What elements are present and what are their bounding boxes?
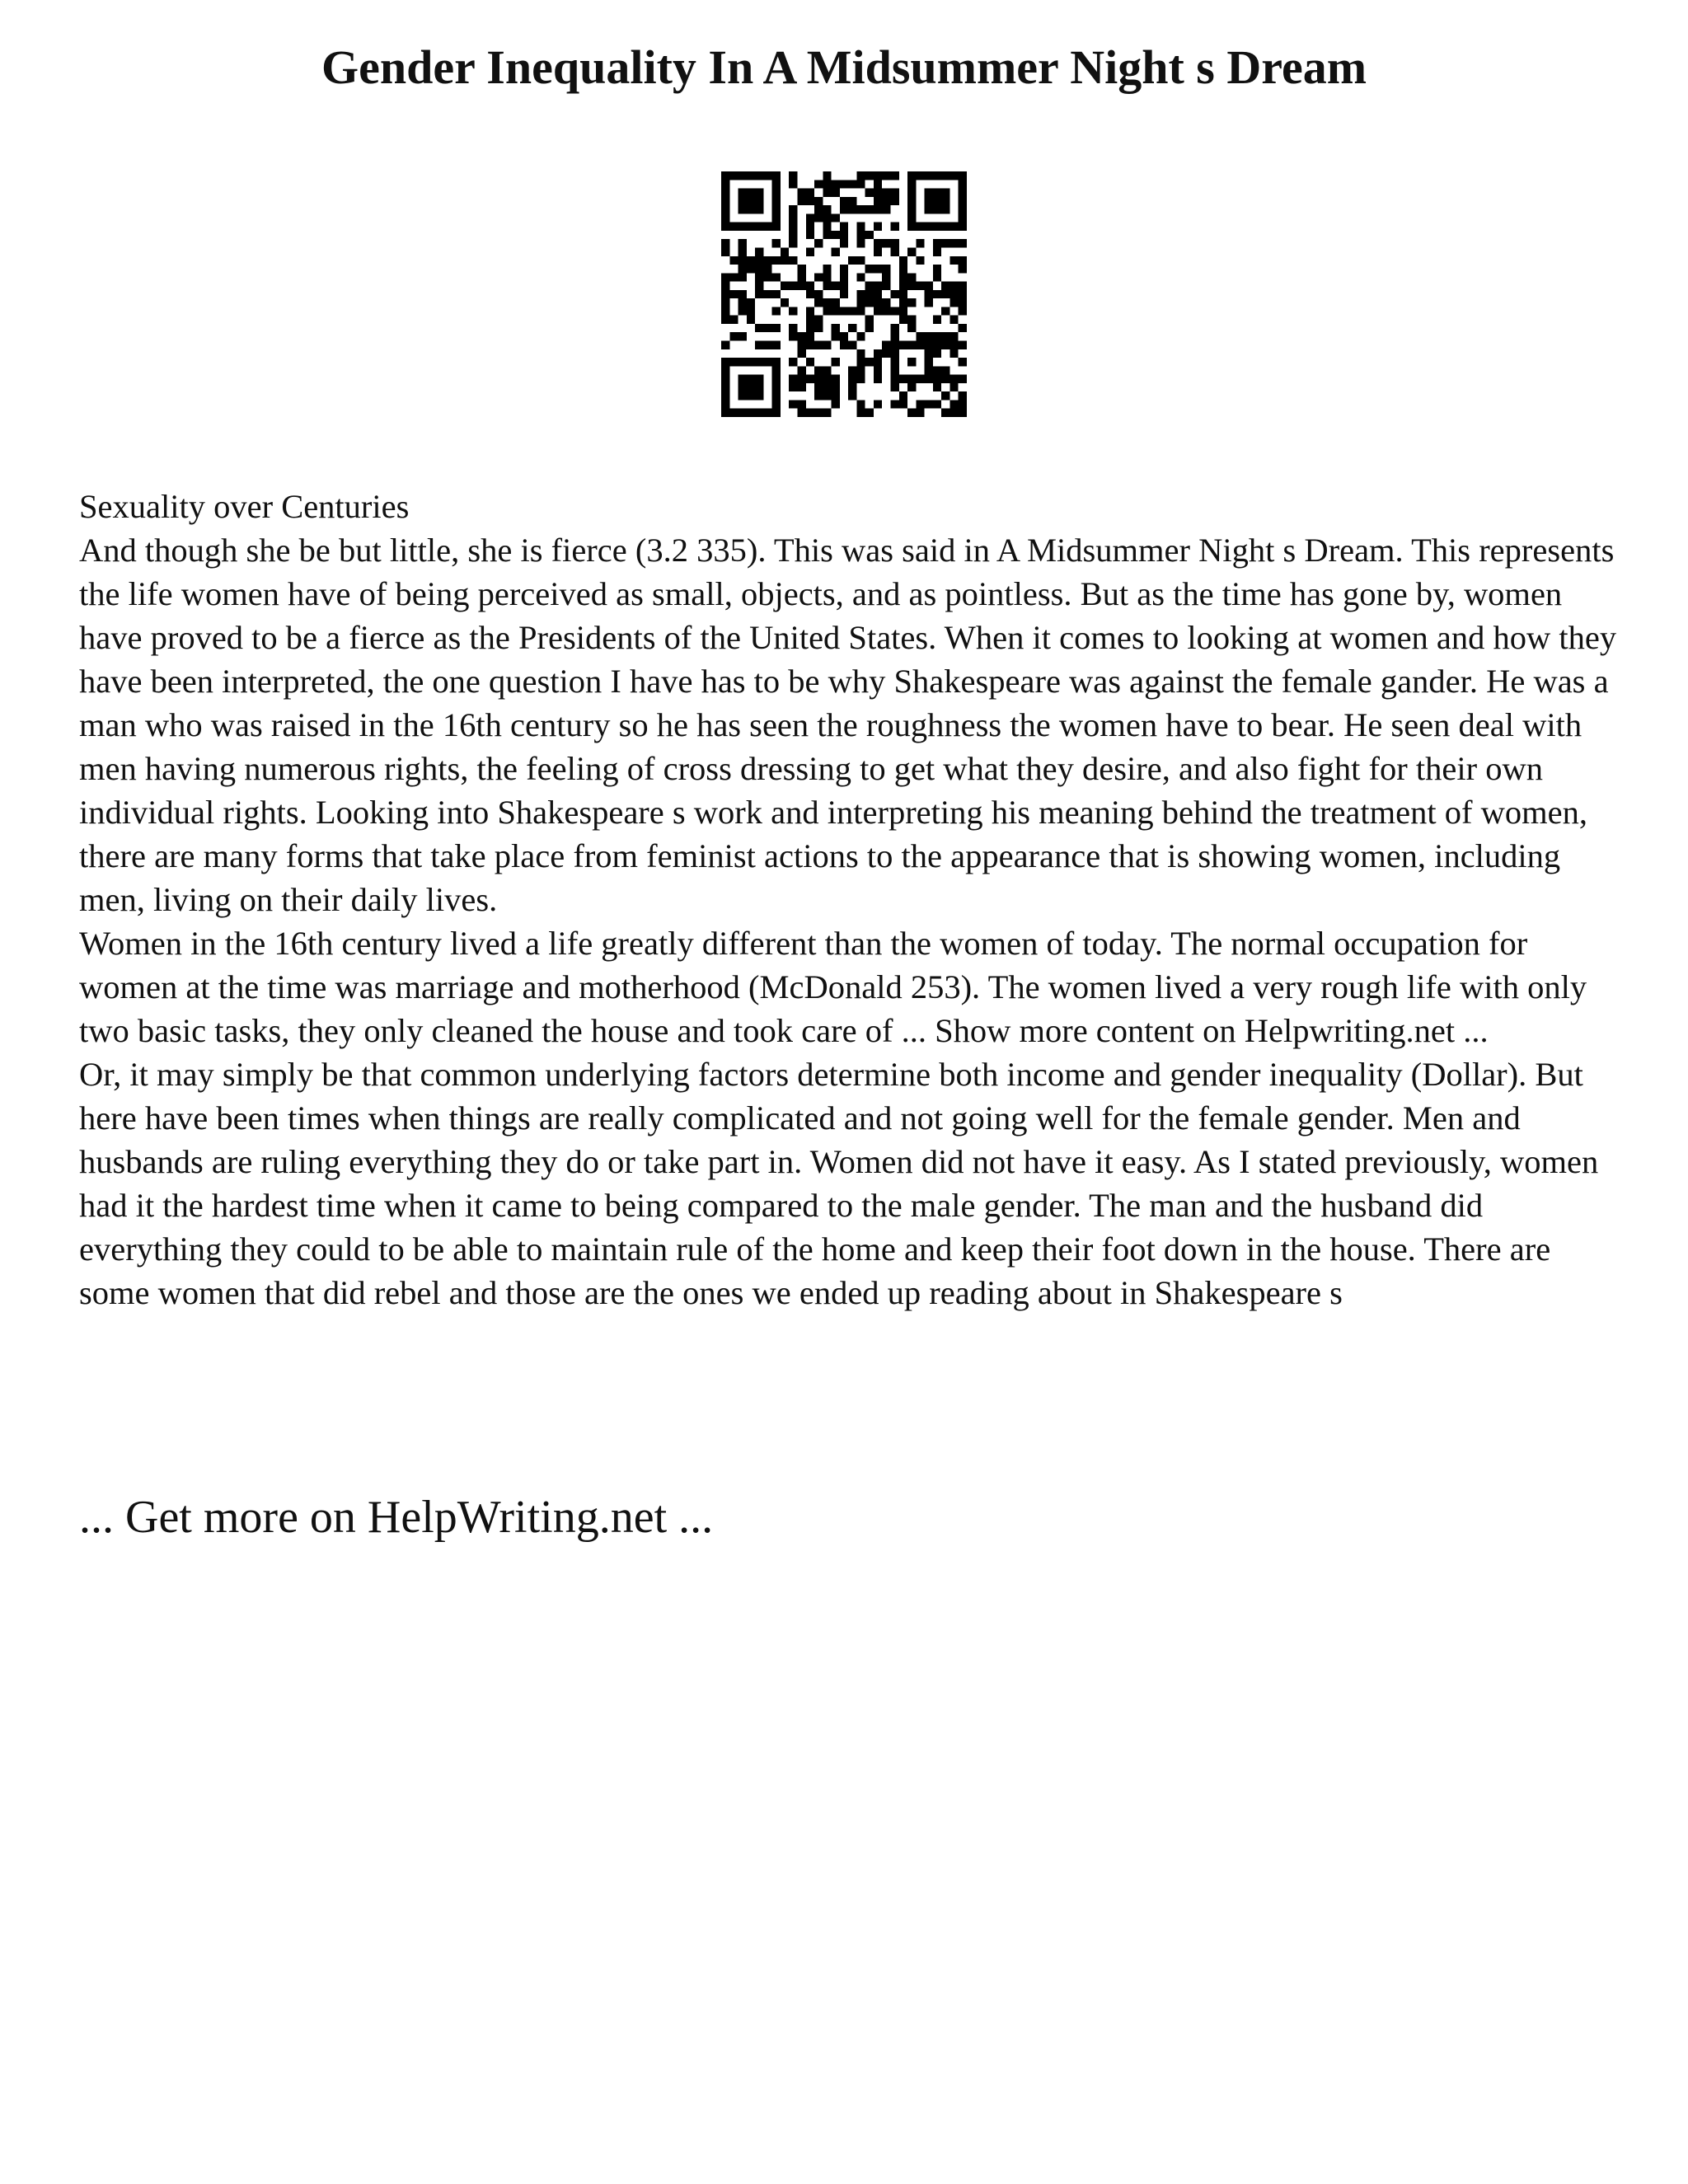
paragraph: And though she be but little, she is fierce (3.2 335). This was said in A Midsummer Night s Dream. This represents the life women have of being perceived as small, objects, and as pointless. But as the time has gone by, women have proved to be a fierce as the Presidents of the United States. When it comes to looking at women and how they have been interpreted, the one question I have has to be why Shakespeare was against the female gander. He was a man who was raised in the 16th century so he has seen the roughness the women have to bear. He seen deal with men having numerous rights, the feeling of cross dressing to get what they desire, and also fight for their own individual rights. Looking into Shakespeare s work and interpreting his meaning behind the treatment of women, there are many forms that take place from feminist actions to the appearance that is showing women, including men, living on their daily lives. (79, 532, 1617, 918)
paragraph: Women in the 16th century lived a life greatly different than the women of today. The normal occupation for women at the time was marriage and motherhood (McDonald 253). The women lived a very rough life with only two basic tasks, they only cleaned the house and took care of ... Show more content on Helpwriting.net ... (79, 925, 1587, 1049)
section-heading: Sexuality over Centuries (79, 488, 410, 525)
qr-code-icon[interactable] (721, 171, 967, 417)
paragraph: Or, it may simply be that common underlying factors determine both income and gender inequality (Dollar). But here have been times when things are really complicated and not going well for the female gender. Men and husbands are ruling everything they do or take part in. Women did not have it easy. As I stated previously, women had it the hardest time when it came to being compared to the male gender. The man and the husband did everything they could to be able to maintain rule of the home and keep their foot down in the house. There are some women that did rebel and those are the ones we ended up reading about in Shakespeare s (79, 1056, 1599, 1311)
document-title: Gender Inequality In A Midsummer Night s Dream (321, 40, 1367, 94)
document-body (79, 485, 1629, 1315)
get-more-link[interactable]: ... Get more on HelpWriting.net ... (79, 1492, 714, 1543)
